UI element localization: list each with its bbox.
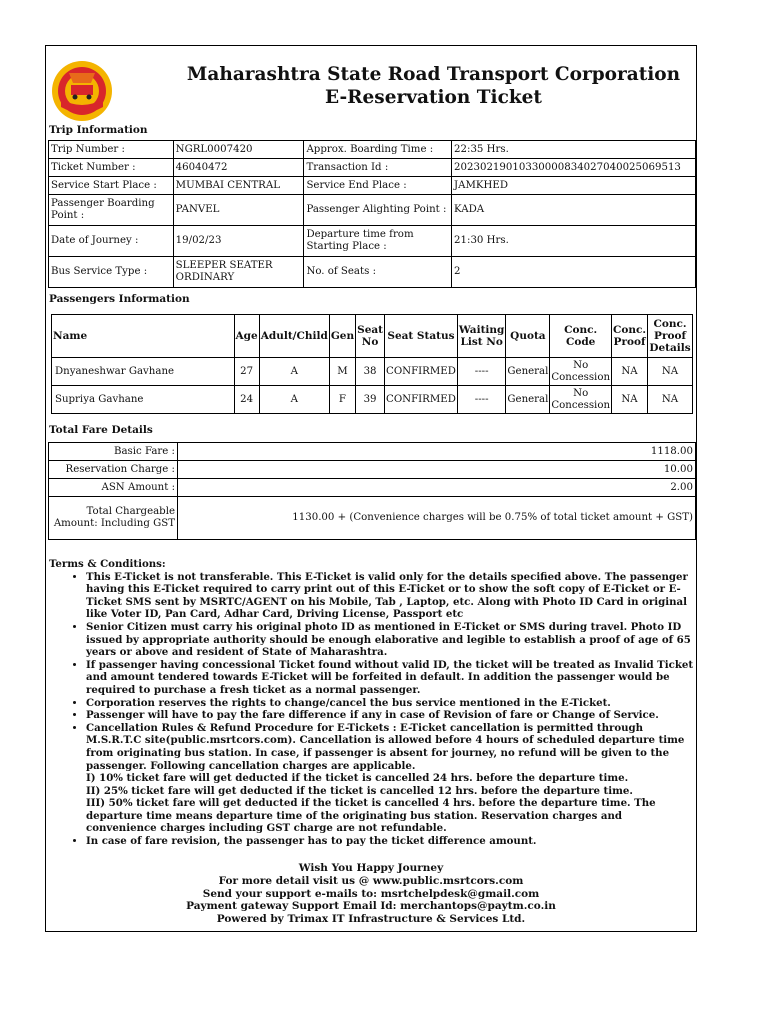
terms-item: • Passenger will have to pay the fare difference if any in case of Revision of fare or Change of Service.	[86, 709, 694, 722]
waiting-list-no: ----	[457, 358, 506, 386]
terms-title: Terms & Conditions:	[49, 558, 166, 570]
footer-greeting: Wish You Happy Journey	[298, 862, 444, 874]
trip-label: Ticket Number :	[49, 159, 174, 177]
trip-row	[49, 257, 696, 288]
trip-info-table	[48, 140, 696, 288]
passengers-table	[51, 314, 693, 414]
trip-label: Bus Service Type :	[49, 257, 174, 288]
conc-code: No Concession	[550, 358, 612, 386]
trip-label: Service End Place :	[304, 177, 452, 195]
cancellation-rule: III) 50% ticket fare will get deducted if the ticket is cancelled 4 hrs. before the departure time. The departure time means departure time of the originating bus station. Reservation charges and convenience charges including GST charge are not refundable.	[86, 797, 656, 835]
cancellation-rule: II) 25% ticket fare will get deducted if the ticket is cancelled 12 hrs. before the departure time.	[86, 784, 633, 797]
passenger-gender: M	[329, 358, 355, 386]
trip-row	[49, 159, 696, 177]
conc-proof: NA	[612, 386, 648, 414]
passengers-header-row	[52, 315, 693, 358]
fare-value: 2.00	[178, 479, 696, 497]
seat-status: CONFIRMED	[385, 358, 458, 386]
trip-value: KADA	[452, 195, 696, 226]
trip-label: Approx. Boarding Time :	[304, 141, 452, 159]
fare-row	[49, 443, 696, 461]
fare-row	[49, 461, 696, 479]
column-header: Adult/Child	[259, 315, 329, 358]
trip-value: SLEEPER SEATER ORDINARY	[173, 257, 304, 288]
trip-value: MUMBAI CENTRAL	[173, 177, 304, 195]
column-header: Seat No	[356, 315, 385, 358]
trip-value: NGRL0007420	[173, 141, 304, 159]
terms-list	[49, 571, 694, 848]
terms-item: • In case of fare revision, the passenger has to pay the ticket difference amount.	[86, 835, 694, 848]
fare-label: Total Chargeable Amount: Including GST	[49, 497, 178, 540]
table-row	[52, 386, 693, 414]
terms-section	[49, 558, 694, 848]
passenger-age: 24	[234, 386, 259, 414]
seat-status: CONFIRMED	[385, 386, 458, 414]
column-header: Conc. Proof Details	[648, 315, 693, 358]
fare-table	[48, 442, 696, 540]
corporation-title: Maharashtra State Road Transport Corporation	[186, 64, 681, 85]
trip-label: Departure time from Starting Place :	[304, 226, 452, 257]
conc-proof: NA	[612, 358, 648, 386]
seat-no: 38	[356, 358, 385, 386]
trip-info-heading: Trip Information	[49, 124, 148, 136]
footer-powered-by: Powered by Trimax IT Infrastructure & Services Ltd.	[216, 913, 526, 926]
passenger-name: Supriya Gavhane	[52, 386, 235, 414]
fare-value: 10.00	[178, 461, 696, 479]
fare-label: Reservation Charge :	[49, 461, 178, 479]
column-header: Waiting List No	[457, 315, 506, 358]
trip-value: 2	[452, 257, 696, 288]
footer-website: For more detail visit us @ www.public.msrtcors.com	[218, 874, 524, 887]
trip-row	[49, 195, 696, 226]
terms-item-cancellation	[86, 722, 694, 835]
column-header: Age	[234, 315, 259, 358]
trip-label: No. of Seats :	[304, 257, 452, 288]
ticket-title: E-Reservation Ticket	[325, 87, 542, 108]
footer	[46, 862, 696, 926]
terms-item: • This E-Ticket is not transferable. This E-Ticket is valid only for the details specified above. The passenger having this E-Ticket required to carry print out of this E-Ticket or to show the soft copy of E-Ticket or E-Ticket SMS sent by MSRTC/AGENT on his Mobile, Tab , Laptop, etc. Along with Photo ID Card in original like Voter ID, Pan Card, Adhar Card, Driving License, Passport etc	[86, 571, 694, 621]
msrtc-logo	[51, 55, 113, 127]
quota: General	[506, 358, 550, 386]
trip-value: 22:35 Hrs.	[452, 141, 696, 159]
trip-value: 46040472	[173, 159, 304, 177]
conc-code: No Concession	[550, 386, 612, 414]
ticket-page	[45, 45, 697, 932]
passenger-gender: F	[329, 386, 355, 414]
waiting-list-no: ----	[457, 386, 506, 414]
fare-label: ASN Amount :	[49, 479, 178, 497]
conc-proof-details: NA	[648, 358, 693, 386]
column-header: Gen	[329, 315, 355, 358]
trip-row	[49, 226, 696, 257]
trip-label: Passenger Alighting Point :	[304, 195, 452, 226]
terms-item: • Corporation reserves the rights to change/cancel the bus service mentioned in the E-Ticket.	[86, 697, 694, 710]
fare-value: 1130.00 + (Convenience charges will be 0.75% of total ticket amount + GST)	[178, 497, 696, 540]
fare-heading: Total Fare Details	[49, 424, 153, 436]
trip-value: 19/02/23	[173, 226, 304, 257]
footer-payment-email: Payment gateway Support Email Id: merchantops@paytm.co.in	[186, 900, 556, 913]
fare-value: 1118.00	[178, 443, 696, 461]
cancellation-intro: Cancellation Rules & Refund Procedure for E-Tickets : E-Ticket cancellation is permitted through M.S.R.T.C site(public.msrtcors.com). Cancellation is allowed before 4 hours of scheduled departure time from originating bus station. In case, if passenger is absent for journey, no refund will be given to the passenger. Following cancellation charges are applicable.	[86, 721, 685, 772]
passenger-type: A	[259, 358, 329, 386]
fare-label: Basic Fare :	[49, 443, 178, 461]
column-header: Name	[52, 315, 235, 358]
fare-row	[49, 497, 696, 540]
passenger-age: 27	[234, 358, 259, 386]
column-header: Conc. Proof	[612, 315, 648, 358]
trip-label: Transaction Id :	[304, 159, 452, 177]
trip-row	[49, 141, 696, 159]
column-header: Quota	[506, 315, 550, 358]
trip-label: Service Start Place :	[49, 177, 174, 195]
passenger-type: A	[259, 386, 329, 414]
trip-value: PANVEL	[173, 195, 304, 226]
passenger-name: Dnyaneshwar Gavhane	[52, 358, 235, 386]
footer-support-email: Send your support e-mails to: msrtchelpdesk@gmail.com	[202, 887, 540, 900]
trip-value: 20230219010330000834027040025069513	[452, 159, 696, 177]
seat-no: 39	[356, 386, 385, 414]
trip-row	[49, 177, 696, 195]
trip-label: Trip Number :	[49, 141, 174, 159]
terms-item: • If passenger having concessional Ticket found without valid ID, the ticket will be treated as Invalid Ticket and amount tendered towards E-Ticket will be forfeited in default. In addition the passenger would be required to purchase a fresh ticket as a normal passenger.	[86, 659, 694, 697]
trip-value: JAMKHED	[452, 177, 696, 195]
trip-label: Passenger Boarding Point :	[49, 195, 174, 226]
passengers-heading: Passengers Information	[49, 293, 190, 305]
table-row	[52, 358, 693, 386]
column-header: Seat Status	[385, 315, 458, 358]
terms-item: • Senior Citizen must carry his original photo ID as mentioned in E-Ticket or SMS during travel. Photo ID issued by appropriate authority should be enough elaborative and legible to establish a proof of age of 65 years or above and resident of State of Maharashtra.	[86, 621, 694, 659]
quota: General	[506, 386, 550, 414]
trip-value: 21:30 Hrs.	[452, 226, 696, 257]
column-header: Conc. Code	[550, 315, 612, 358]
trip-label: Date of Journey :	[49, 226, 174, 257]
fare-row	[49, 479, 696, 497]
cancellation-rule: I) 10% ticket fare will get deducted if the ticket is cancelled 24 hrs. before the departure time.	[86, 772, 629, 785]
conc-proof-details: NA	[648, 386, 693, 414]
